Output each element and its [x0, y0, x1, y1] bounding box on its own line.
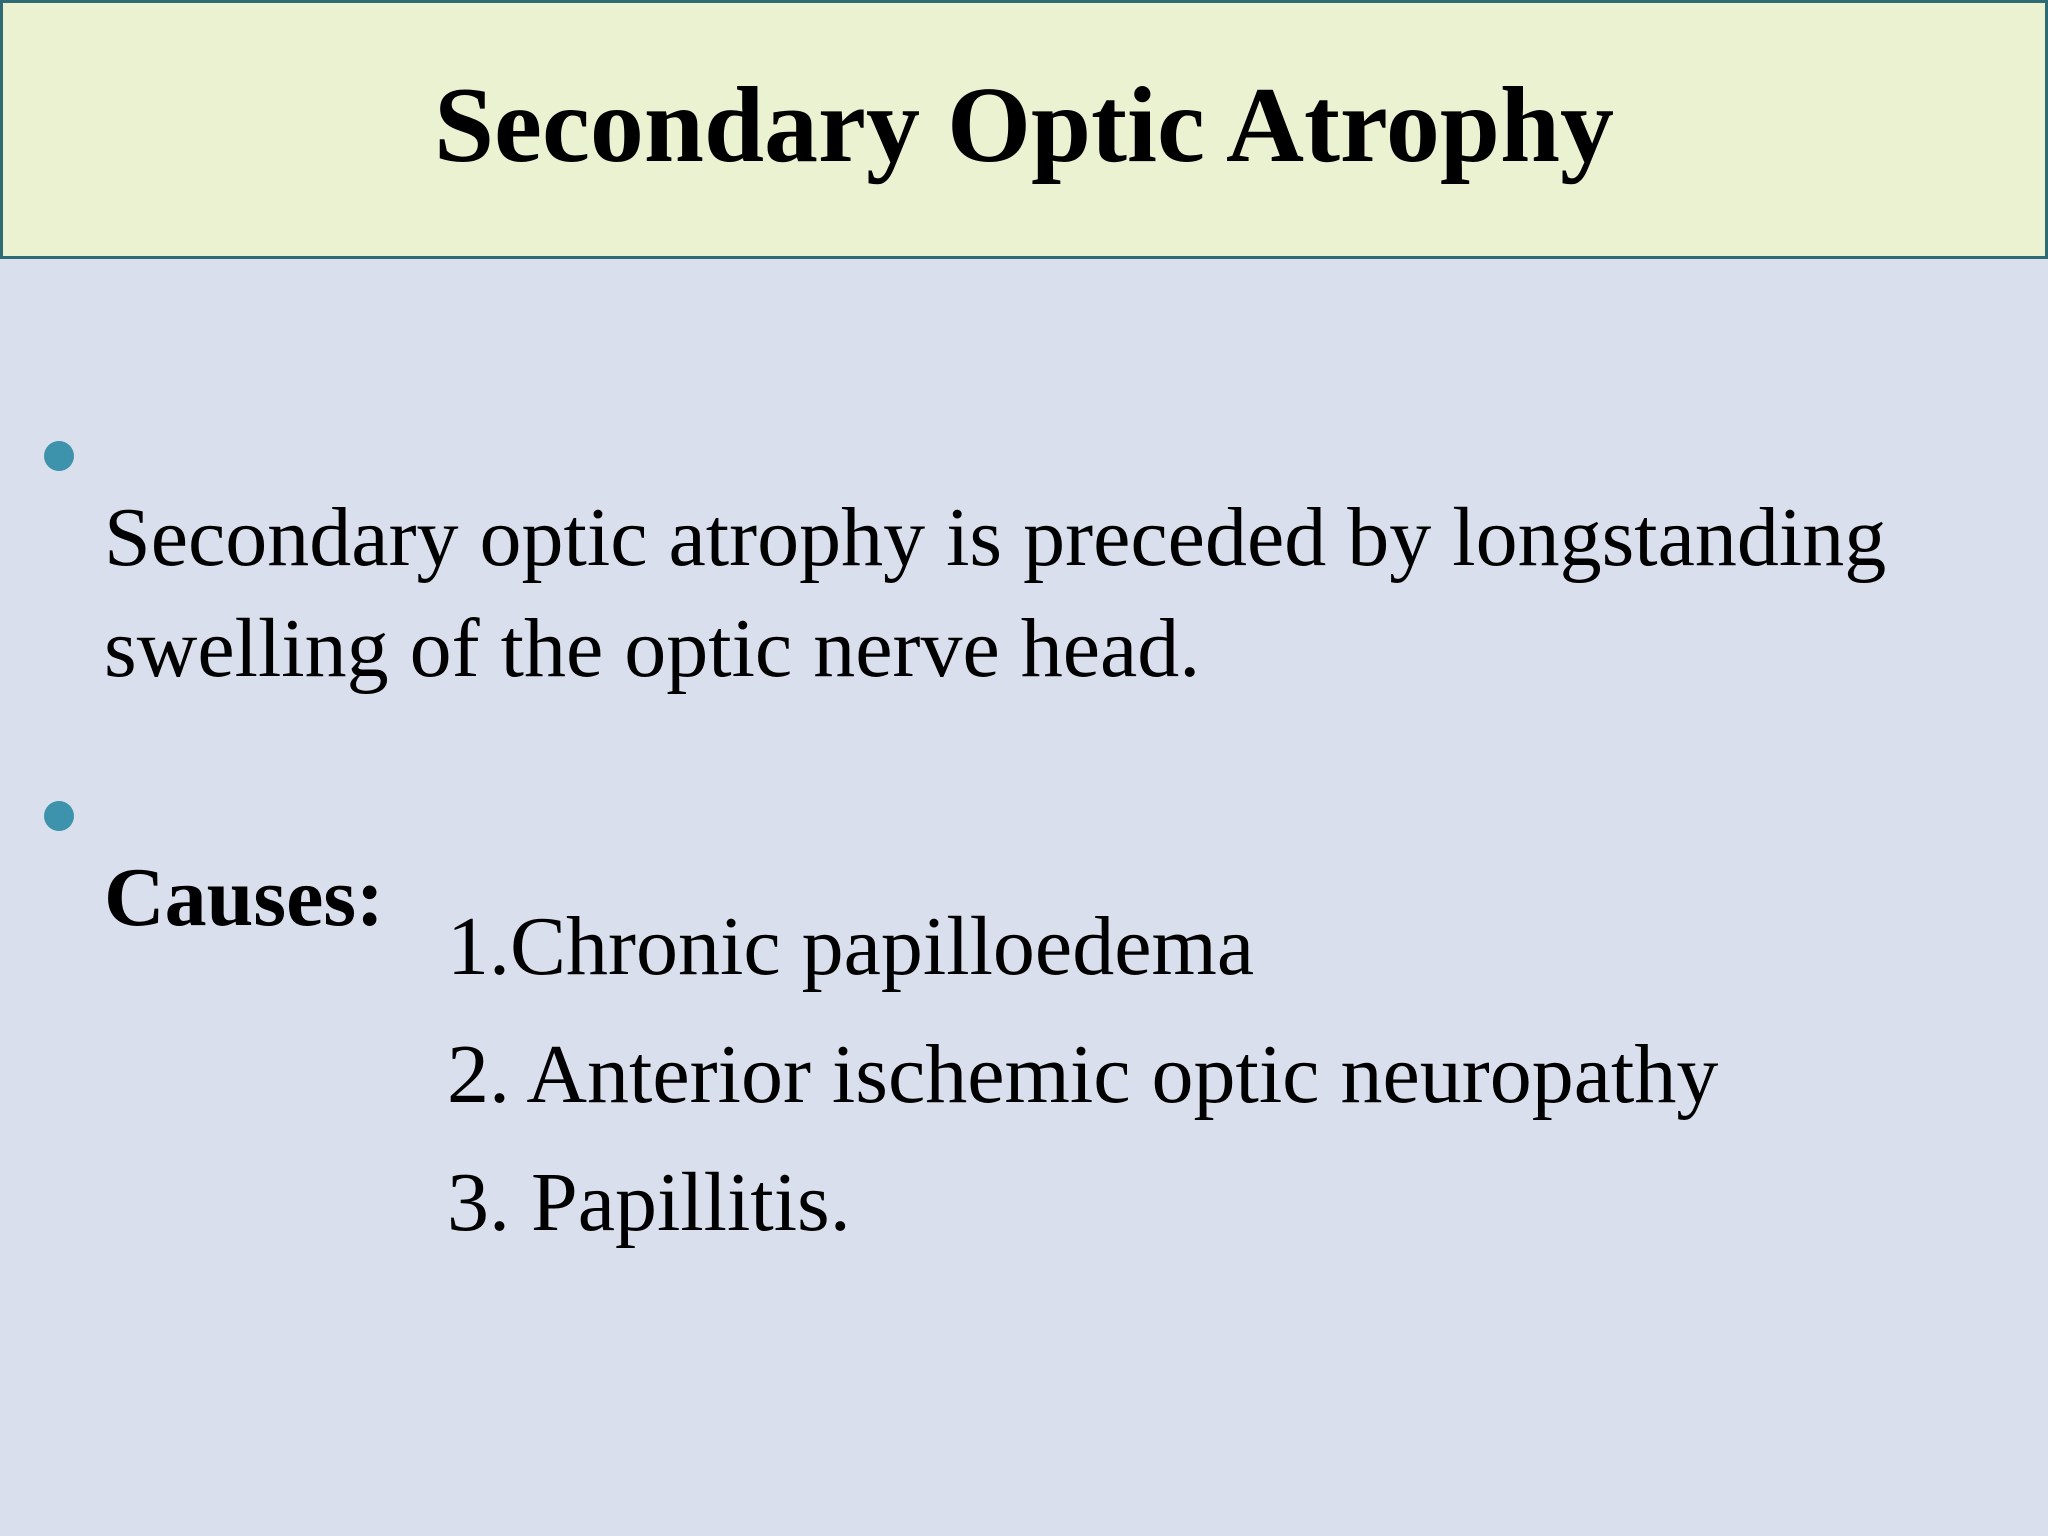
cause-item: 1.Chronic papilloedema: [447, 900, 1255, 993]
cause-item: 2. Anterior ischemic optic neuropathy: [447, 1028, 1719, 1121]
description-text: Secondary optic atrophy is preceded by longstanding swelling of the optic nerve head.: [104, 491, 1887, 695]
cause-item: 3. Papillitis.: [447, 1156, 851, 1249]
causes-list: [447, 883, 1718, 1267]
slide-title: Secondary Optic Atrophy: [433, 65, 1615, 185]
bullet-dot-icon: [44, 441, 74, 471]
title-bar: [0, 0, 2048, 259]
causes-heading: Causes:: [104, 851, 385, 944]
bullet-dot-icon: [44, 801, 74, 831]
